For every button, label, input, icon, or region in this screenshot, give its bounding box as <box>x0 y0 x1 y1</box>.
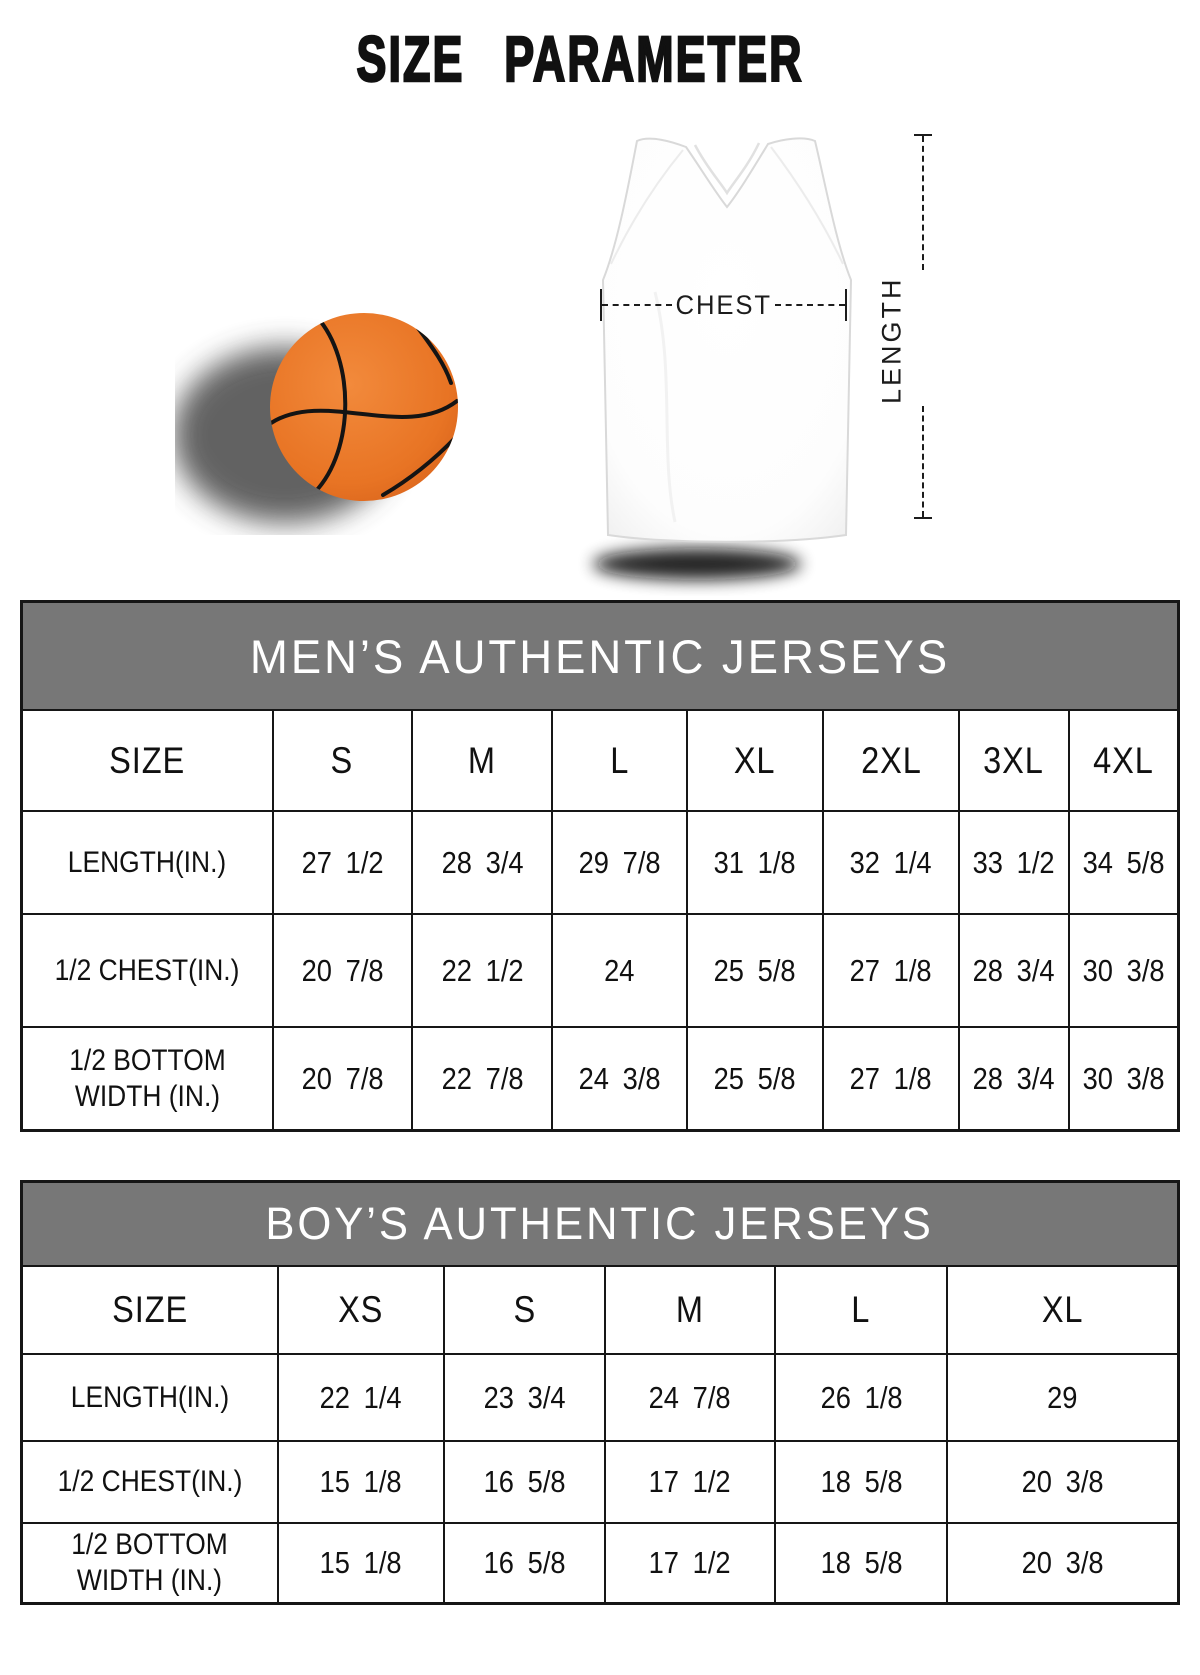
value-cell: 27 1/8 <box>822 915 958 1026</box>
value-cell: 22 7/8 <box>411 1028 551 1129</box>
jersey-shadow <box>593 548 801 580</box>
col-header-cell: M <box>604 1267 774 1353</box>
chest-line-right-cap <box>845 289 847 321</box>
mens-table-header <box>23 603 1177 711</box>
mens-bottom-width-row <box>23 1026 1177 1129</box>
mens-table-title: MEN’S AUTHENTIC JERSEYS <box>249 629 951 683</box>
chest-measure-line <box>600 289 847 321</box>
value-cell: 26 1/8 <box>774 1355 946 1440</box>
value-cell: 34 5/8 <box>1068 812 1177 913</box>
mens-chest-row <box>23 913 1177 1026</box>
col-header-cell: XL <box>946 1267 1177 1353</box>
value-cell: 33 1/2 <box>958 812 1067 913</box>
boys-size-header-row <box>23 1267 1177 1353</box>
value-cell: 24 3/8 <box>551 1028 685 1129</box>
boys-length-row <box>23 1353 1177 1440</box>
jersey-icon <box>535 112 875 602</box>
col-header-cell: S <box>443 1267 604 1353</box>
col-header-cell: 4XL <box>1068 711 1177 810</box>
row-label-cell: 1/2 CHEST(IN.) <box>54 953 240 987</box>
value-cell: 29 <box>946 1355 1177 1440</box>
row-label-cell: SIZE <box>109 739 186 781</box>
chest-line-dash-left <box>602 304 672 306</box>
value-cell: 17 1/2 <box>604 1524 774 1602</box>
col-header-cell: XL <box>686 711 822 810</box>
value-cell: 32 1/4 <box>822 812 958 913</box>
value-cell: 29 7/8 <box>551 812 685 913</box>
boys-table-title: BOY’S AUTHENTIC JERSEYS <box>265 1198 935 1249</box>
row-label-cell: SIZE <box>111 1289 188 1330</box>
mens-size-header-row <box>23 711 1177 810</box>
col-header-cell: S <box>272 711 411 810</box>
mens-size-table <box>20 600 1180 1132</box>
value-cell: 20 7/8 <box>272 1028 411 1129</box>
value-cell: 25 5/8 <box>686 915 822 1026</box>
row-label-cell: LENGTH(IN.) <box>68 845 227 879</box>
length-label: LENGTH <box>872 280 912 400</box>
value-cell: 27 1/8 <box>822 1028 958 1129</box>
col-header-cell: M <box>411 711 551 810</box>
value-cell: 23 3/4 <box>443 1355 604 1440</box>
length-line-dash-top <box>922 136 924 270</box>
chest-label: CHEST <box>675 289 772 320</box>
value-cell: 22 1/2 <box>411 915 551 1026</box>
page-title: SIZE PARAMETER <box>356 23 804 95</box>
boys-size-table <box>20 1180 1180 1605</box>
row-label-cell: 1/2 CHEST(IN.) <box>57 1465 243 1498</box>
value-cell: 31 1/8 <box>686 812 822 913</box>
row-label-cell: 1/2 BOTTOM WIDTH (IN.) <box>69 1043 226 1113</box>
value-cell: 20 3/8 <box>946 1524 1177 1602</box>
boys-table-header <box>23 1183 1177 1267</box>
value-cell: 15 1/8 <box>277 1524 443 1602</box>
value-cell: 16 5/8 <box>443 1524 604 1602</box>
col-header-cell: L <box>551 711 685 810</box>
length-measure-line <box>858 134 938 524</box>
value-cell: 25 5/8 <box>686 1028 822 1129</box>
value-cell: 28 3/4 <box>958 1028 1067 1129</box>
length-line-dash-bottom <box>922 406 924 517</box>
value-cell: 28 3/4 <box>958 915 1067 1026</box>
boys-bottom-width-row <box>23 1522 1177 1602</box>
mens-length-row <box>23 810 1177 913</box>
boys-chest-row <box>23 1440 1177 1522</box>
value-cell: 27 1/2 <box>272 812 411 913</box>
value-cell: 22 1/4 <box>277 1355 443 1440</box>
col-header-cell: XS <box>277 1267 443 1353</box>
value-cell: 18 5/8 <box>774 1442 946 1522</box>
value-cell: 20 7/8 <box>272 915 411 1026</box>
value-cell: 28 3/4 <box>411 812 551 913</box>
value-cell: 24 7/8 <box>604 1355 774 1440</box>
col-header-cell: 2XL <box>822 711 958 810</box>
col-header-cell: 3XL <box>958 711 1067 810</box>
value-cell: 18 5/8 <box>774 1524 946 1602</box>
value-cell: 24 <box>551 915 685 1026</box>
row-label-cell: 1/2 BOTTOM WIDTH (IN.) <box>71 1528 229 1597</box>
value-cell: 17 1/2 <box>604 1442 774 1522</box>
value-cell: 15 1/8 <box>277 1442 443 1522</box>
value-cell: 30 3/8 <box>1068 915 1177 1026</box>
basketball-icon <box>175 285 475 535</box>
value-cell: 20 3/8 <box>946 1442 1177 1522</box>
row-label-cell: LENGTH(IN.) <box>70 1380 230 1414</box>
chest-line-dash-right <box>775 304 845 306</box>
value-cell: 16 5/8 <box>443 1442 604 1522</box>
length-line-bottom-cap <box>914 517 932 519</box>
col-header-cell: L <box>774 1267 946 1353</box>
value-cell: 30 3/8 <box>1068 1028 1177 1129</box>
